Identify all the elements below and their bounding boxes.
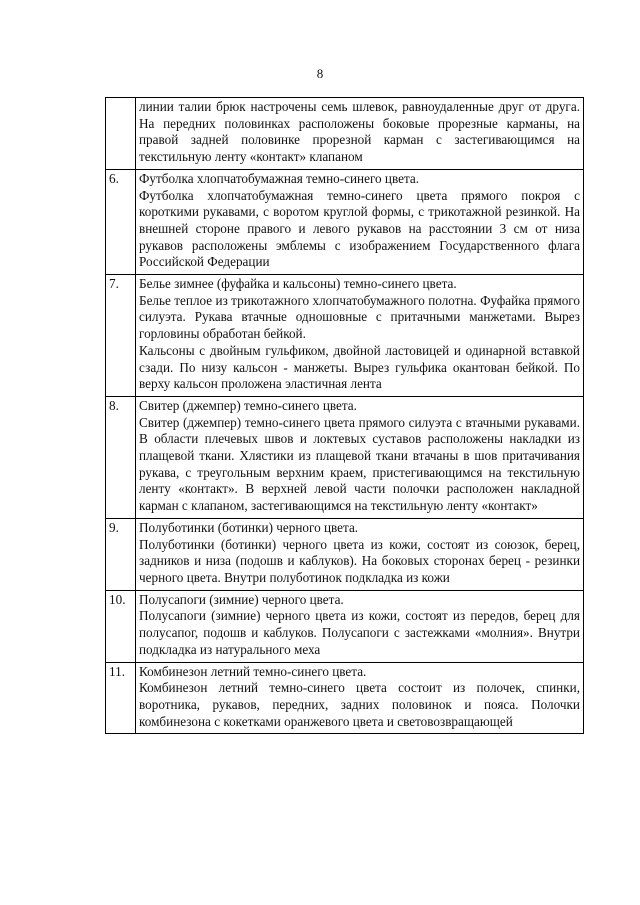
row-paragraph: Кальсоны с двойным гульфиком, двойной ластовицей и одинарной вставкой сзади. По низу кальсон - манжеты. Вырез гульфика окантован бейкой. По верху кальсон проложена эластичная лента — [139, 342, 580, 392]
row-description — [136, 169, 584, 274]
table-row — [106, 396, 584, 518]
row-number: 8. — [106, 396, 136, 518]
row-title: Комбинезон летний темно-синего цвета. — [139, 663, 367, 679]
row-paragraph: Полуботинки (ботинки) черного цвета из кожи, состоят из союзок, берец, задников и низа (подошв и каблуков). На боковых сторонах берец - резинки черного цвета. Внутри полуботинок подкладка из кожи — [139, 536, 580, 585]
row-description — [136, 662, 584, 734]
row-number: 10. — [106, 590, 136, 662]
row-title: Белье зимнее (фуфайка и кальсоны) темно-синего цвета. — [139, 276, 457, 292]
row-description — [136, 275, 584, 397]
table-row — [106, 98, 584, 170]
row-paragraph: линии талии брюк настрочены семь шлевок, равноудаленные друг от друга. На передних половинках расположены боковые прорезные карманы, на правой задней половинке прорезной карман с застегивающимся на текстильную ленту «контакт» клапаном — [139, 99, 580, 165]
row-number: 7. — [106, 275, 136, 397]
row-paragraph: Футболка хлопчатобумажная темно-синего цвета прямого покроя с короткими рукавами, с воротом круглой формы, с трикотажной резинкой. На внешней стороне правого и левого рукавов на расстоянии 3 см от низа рукавов расположены эмблемы с изображением Государственного флага Российской Федерации — [139, 187, 580, 270]
row-number: 9. — [106, 518, 136, 590]
row-number: 11. — [106, 662, 136, 734]
row-number: 6. — [106, 169, 136, 274]
row-description — [136, 518, 584, 590]
table-row — [106, 662, 584, 734]
row-description — [136, 98, 584, 170]
table-row — [106, 169, 584, 274]
row-title: Полусапоги (зимние) черного цвета. — [139, 591, 344, 607]
row-paragraph: Белье теплое из трикотажного хлопчатобумажного полотна. Фуфайка прямого силуэта. Рукава втачные одношовные с притачными манжетами. Вырез горловины обработан бейкой. — [139, 292, 580, 342]
row-paragraph: Комбинезон летний темно-синего цвета состоит из полочек, спинки, воротника, рукавов, передних, задних половинок и пояса. Полочки комбинезона с кокетками оранжевого цвета и световозвращающей — [139, 680, 580, 729]
row-title: Футболка хлопчатобумажная темно-синего цвета. — [139, 170, 420, 186]
row-description — [136, 396, 584, 518]
page-number: 8 — [316, 66, 324, 81]
row-title: Свитер (джемпер) темно-синего цвета. — [139, 397, 357, 413]
table-row — [106, 518, 584, 590]
specification-table — [105, 97, 584, 734]
row-number — [106, 98, 136, 170]
table-row — [106, 275, 584, 397]
row-description — [136, 590, 584, 662]
row-paragraph: Полусапоги (зимние) черного цвета из кожи, состоят из передов, берец для полусапог, подошв и каблуков. Полусапоги с застежками «молния». Внутри подкладка из натурального меха — [139, 608, 580, 657]
table-row — [106, 590, 584, 662]
row-paragraph: Свитер (джемпер) темно-синего цвета прямого силуэта с втачными рукавами. В области плечевых швов и локтевых суставов расположены накладки из плащевой ткани. Хлястики из плащевой ткани втачаны в шов притачивания рукава, с треугольным верхним краем, пристегивающимся на текстильную ленту «контакт». В верхней левой части полочки расположен накладной карман с клапаном, застегивающимся на текстильную ленту «контакт» — [139, 414, 580, 514]
row-title: Полуботинки (ботинки) черного цвета. — [139, 519, 359, 535]
